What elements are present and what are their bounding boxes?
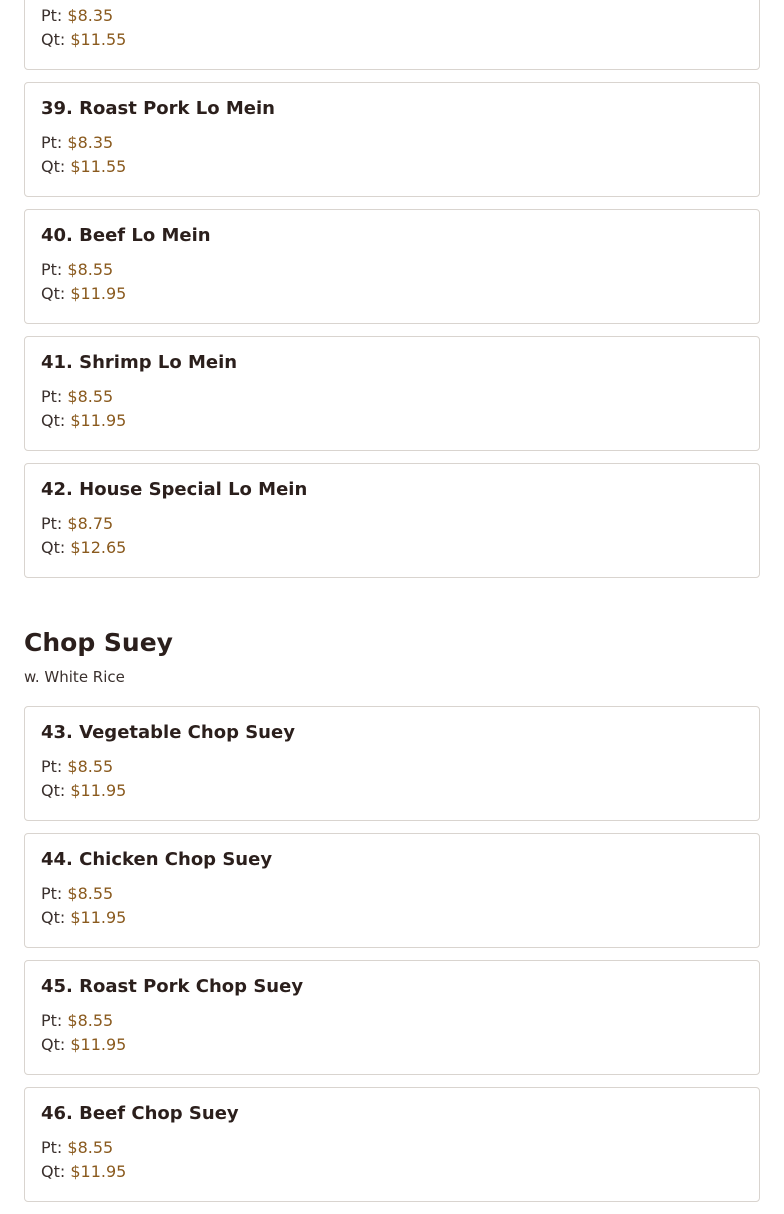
pint-price: $8.75 bbox=[67, 514, 114, 533]
pint-price: $8.55 bbox=[67, 260, 114, 279]
quart-label: Qt: bbox=[41, 538, 66, 557]
quart-price: $11.55 bbox=[70, 157, 127, 176]
pint-price-line bbox=[41, 757, 113, 776]
menu-item-title: 42. House Special Lo Mein bbox=[41, 479, 308, 500]
pint-price-line bbox=[41, 884, 113, 903]
pint-label: Pt: bbox=[41, 514, 63, 533]
quart-price-line bbox=[41, 30, 126, 49]
quart-label: Qt: bbox=[41, 411, 66, 430]
quart-label: Qt: bbox=[41, 284, 66, 303]
pint-price: $8.55 bbox=[67, 387, 114, 406]
pint-price: $8.35 bbox=[67, 6, 114, 25]
quart-label: Qt: bbox=[41, 1035, 66, 1054]
quart-label: Qt: bbox=[41, 908, 66, 927]
pint-label: Pt: bbox=[41, 1011, 63, 1030]
pint-label: Pt: bbox=[41, 6, 63, 25]
quart-label: Qt: bbox=[41, 157, 66, 176]
pint-label: Pt: bbox=[41, 1138, 63, 1157]
quart-price: $11.95 bbox=[70, 1162, 127, 1181]
pint-price-line bbox=[41, 1011, 113, 1030]
menu-item-card[interactable] bbox=[24, 336, 760, 451]
quart-price: $11.55 bbox=[70, 30, 127, 49]
pint-price-line bbox=[41, 1138, 113, 1157]
quart-label: Qt: bbox=[41, 1162, 66, 1181]
menu-item-title: 45. Roast Pork Chop Suey bbox=[41, 976, 304, 997]
menu-item-card[interactable] bbox=[24, 209, 760, 324]
pint-price-line bbox=[41, 514, 113, 533]
menu-item-title: 46. Beef Chop Suey bbox=[41, 1103, 239, 1124]
menu-item-card[interactable] bbox=[24, 706, 760, 821]
quart-price: $11.95 bbox=[70, 781, 127, 800]
quart-price-line bbox=[41, 781, 126, 800]
menu-page bbox=[24, 0, 760, 1214]
menu-item-title: 40. Beef Lo Mein bbox=[41, 225, 211, 246]
quart-price-line bbox=[41, 284, 126, 303]
pint-price-line bbox=[41, 260, 113, 279]
pint-price: $8.55 bbox=[67, 1011, 114, 1030]
menu-item-card[interactable] bbox=[24, 833, 760, 948]
menu-item-title: 43. Vegetable Chop Suey bbox=[41, 722, 295, 743]
pint-label: Pt: bbox=[41, 757, 63, 776]
quart-price: $12.65 bbox=[70, 538, 127, 557]
pint-price: $8.55 bbox=[67, 884, 114, 903]
menu-item-card[interactable] bbox=[24, 960, 760, 1075]
pint-label: Pt: bbox=[41, 387, 63, 406]
pint-label: Pt: bbox=[41, 884, 63, 903]
pint-price-line bbox=[41, 387, 113, 406]
menu-item-title: 41. Shrimp Lo Mein bbox=[41, 352, 238, 373]
quart-price-line bbox=[41, 908, 126, 927]
quart-price: $11.95 bbox=[70, 411, 127, 430]
menu-item-card[interactable] bbox=[24, 82, 760, 197]
quart-price: $11.95 bbox=[70, 908, 127, 927]
quart-price: $11.95 bbox=[70, 284, 127, 303]
menu-item-card[interactable] bbox=[24, 1087, 760, 1202]
section-header-chop-suey bbox=[24, 590, 760, 706]
menu-item-title: 39. Roast Pork Lo Mein bbox=[41, 98, 275, 119]
pint-price-line bbox=[41, 133, 113, 152]
pint-price: $8.55 bbox=[67, 757, 114, 776]
quart-price-line bbox=[41, 1162, 126, 1181]
menu-item-card[interactable] bbox=[24, 463, 760, 578]
section-title: Chop Suey bbox=[24, 628, 173, 657]
section-subtitle: w. White Rice bbox=[24, 668, 125, 686]
pint-label: Pt: bbox=[41, 260, 63, 279]
quart-price: $11.95 bbox=[70, 1035, 127, 1054]
menu-item-title: 44. Chicken Chop Suey bbox=[41, 849, 273, 870]
quart-price-line bbox=[41, 411, 126, 430]
quart-price-line bbox=[41, 538, 126, 557]
quart-label: Qt: bbox=[41, 30, 66, 49]
pint-price: $8.35 bbox=[67, 133, 114, 152]
menu-item-card[interactable] bbox=[24, 0, 760, 70]
pint-price-line bbox=[41, 6, 113, 25]
quart-price-line bbox=[41, 1035, 126, 1054]
pint-label: Pt: bbox=[41, 133, 63, 152]
pint-price: $8.55 bbox=[67, 1138, 114, 1157]
quart-price-line bbox=[41, 157, 126, 176]
quart-label: Qt: bbox=[41, 781, 66, 800]
